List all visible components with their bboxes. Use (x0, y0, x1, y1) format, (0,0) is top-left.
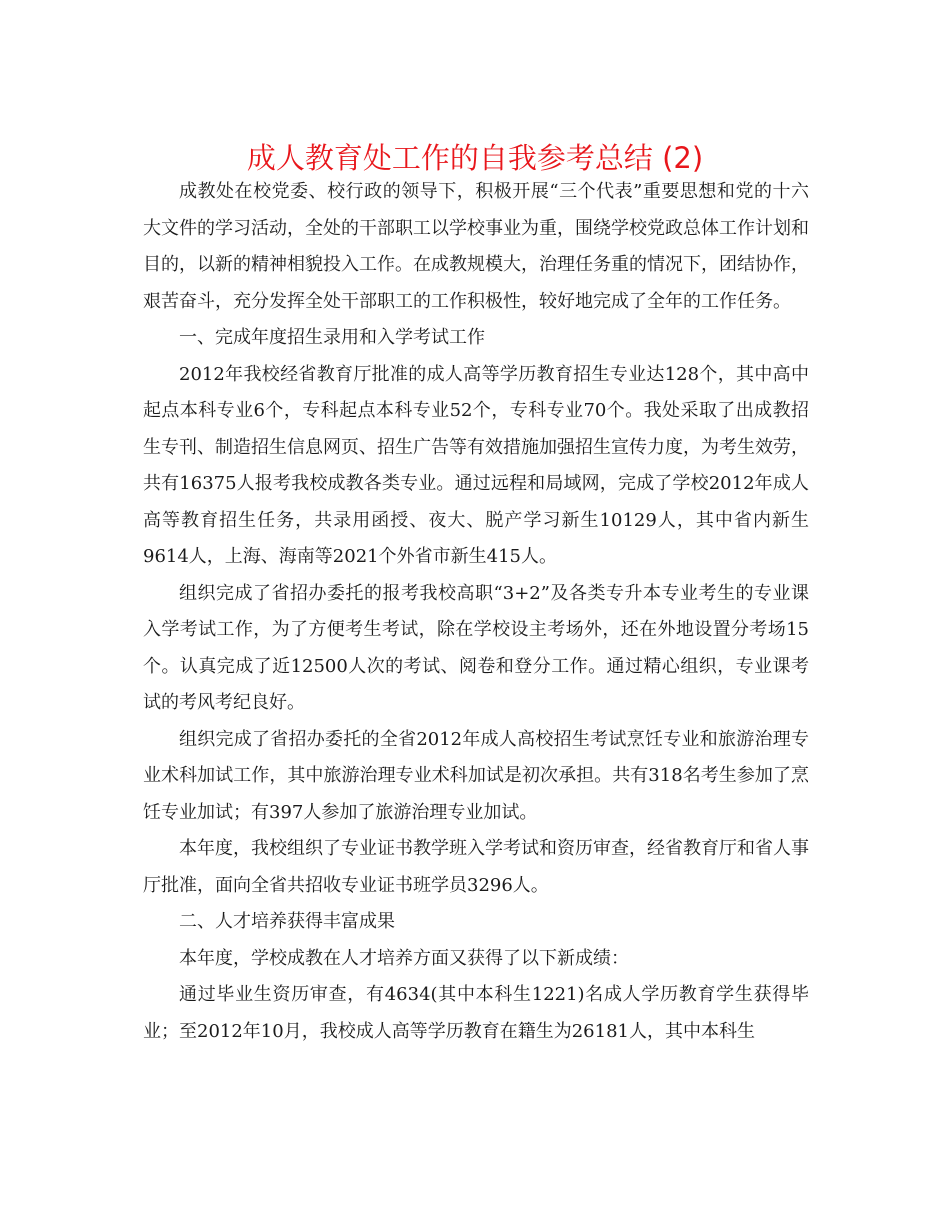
paragraph-certificate-classes: 本年度，我校组织了专业证书教学班入学考试和资历审查，经省教育厅和省人事厅批准，面向全省共招收专业证书班学员3296人。 (143, 838, 809, 896)
paragraph-graduates: 通过毕业生资历审查，有4634(其中本科生1221)名成人学历教育学生获得毕业；至2012年10月，我校成人高等学历教育在籍生为26181人，其中本科生 (143, 984, 809, 1042)
paragraph-training-intro: 本年度，学校成教在人才培养方面又获得了以下新成绩： (179, 947, 629, 969)
section-heading-training: 二、人才培养获得丰富成果 (179, 911, 395, 932)
paragraph-entrance-exams: 组织完成了省招办委托的报考我校高职“3+2”及各类专升本专业考生的专业课入学考试工作，为了方便考生考试，除在学校设主考场外，还在外地设置分考场15个。认真完成了近12500人次的考试、阅卷和登分工作。通过精心组织，专业课考试的考风考纪良好。 (143, 582, 809, 713)
paragraph-intro: 成教处在校党委、校行政的领导下，积极开展“三个代表”重要思想和党的十六大文件的学习活动，全处的干部职工以学校事业为重，围绕学校党政总体工作计划和目的，以新的精神相貌投入工作。在成教规模大，治理任务重的情况下，团结协作，艰苦奋斗，充分发挥全处干部职工的工作积极性，较好地完成了全年的工作任务。 (143, 181, 809, 312)
document-title: 成人教育处工作的自我参考总结 (2) (246, 141, 704, 175)
document-body (143, 174, 809, 1050)
section-heading-enrollment: 一、完成年度招生录用和入学考试工作 (179, 327, 485, 348)
paragraph-enrollment-stats: 2012年我校经省教育厅批准的成人高等学历教育招生专业达128个，其中高中起点本科专业6个，专科起点本科专业52个，专科专业70个。我处采取了出成教招生专刊、制造招生信息网页、招生广告等有效措施加强招生宣传力度，为考生效劳，共有16375人报考我校成教各类专业。通过远程和局域网，完成了学校2012年成人高等教育招生任务，共录用函授、夜大、脱产学习新生10129人，其中省内新生9614人，上海、海南等2021个外省市新生415人。 (143, 363, 809, 567)
paragraph-skills-test: 组织完成了省招办委托的全省2012年成人高校招生考试烹饪专业和旅游治理专业术科加试工作，其中旅游治理专业术科加试是初次承担。共有318名考生参加了烹饪专业加试；有397人参加了旅游治理专业加试。 (143, 728, 809, 823)
